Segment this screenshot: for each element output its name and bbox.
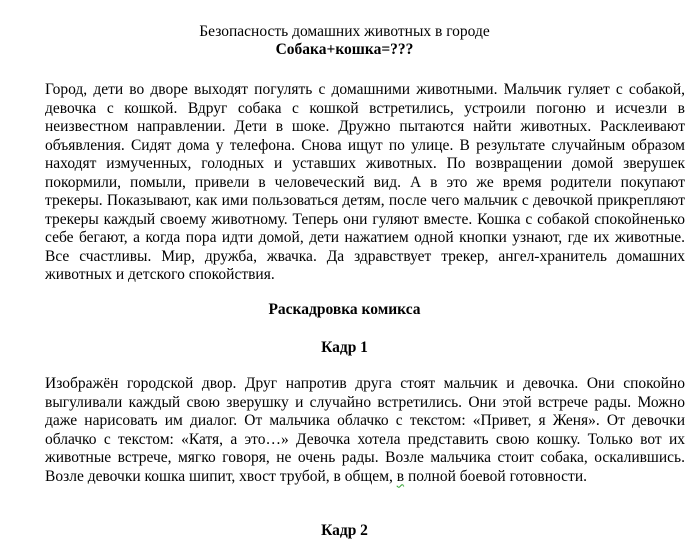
document-title: Безопасность домашних животных в городе bbox=[199, 23, 490, 40]
storyboard-heading: Раскадровка комикса bbox=[268, 301, 421, 318]
frame-1-text-part: Изображён городской двор. Друг напротив друга стоят мальчик и девочка. Они спокойно выгуливали каждый свою зверушку и случайно встретились. Они этой встрече рады. Можно даже нарисовать им диалог. От мальчика облачко с текстом: «Привет, я Женя». От девочки облачко с текстом: «Катя, а это…» Девочка хотела представить свою кошку. Только вот их животные встрече, мягко говоря, не очень рады. Возле мальчика стоит собака, оскалившись. Возле девочки кошка шипит, хвост трубой, в общем, bbox=[45, 375, 685, 485]
story-paragraph: Город, дети во дворе выходят погулять с домашними животными. Мальчик гуляет с собакой, девочка с кошкой. Вдруг собака с кошкой встретились, устроили погоню и исчезли в неизвестном направлении. Дети в шоке. Дружно пытаются найти животных. Расклеивают объявления. Сидят дома у телефона. Снова ищут по улице. В результате случайным образом находят измученных, голодных и уставших животных. По возвращении домой зверушек покормили, помыли, привели в человеческий вид. А в это же время родители покупают трекеры. Показывают, как ими пользоваться детям, после чего мальчик с девочкой прикрепляют трекеры каждый своему животному. Теперь они гуляют вместе. Кошка с собакой спокойненько себе бегают, а когда пора идти домой, дети нажатием одной кнопки узнают, где их животные. Все счастливы. Мир, дружба, жвачка. Да здравствует трекер, ангел-хранитель домашних животных и детского спокойствия. bbox=[45, 81, 685, 283]
document-subtitle: Собака+кошка=??? bbox=[275, 41, 414, 58]
frame-2-heading: Кадр 2 bbox=[321, 522, 368, 539]
frame-1-heading: Кадр 1 bbox=[321, 339, 368, 356]
frame-1-paragraph bbox=[45, 375, 685, 486]
spellcheck-flagged-word[interactable]: в bbox=[396, 467, 405, 485]
frame-1-text-part: полной боевой готовности. bbox=[404, 467, 587, 485]
